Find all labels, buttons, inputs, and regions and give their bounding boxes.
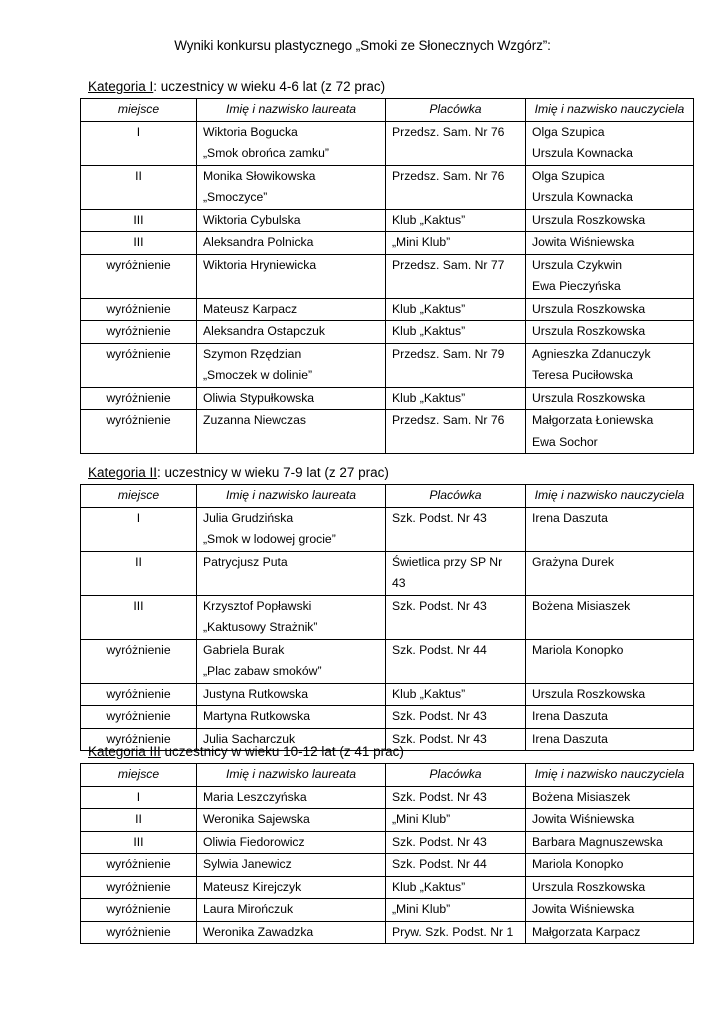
laureate-cell (197, 321, 386, 344)
category-heading (88, 744, 404, 759)
institution-cell: Klub „Kaktus” (386, 683, 526, 706)
laureate-name: Patrycjusz Puta (203, 554, 288, 569)
institution-cell: Przedsz. Sam. Nr 76 (386, 121, 526, 165)
table-header-row (81, 485, 694, 508)
laureate-cell (197, 387, 386, 410)
teacher-name: Olga Szupica (532, 168, 605, 183)
teacher-cell (526, 387, 694, 410)
teacher-cell (526, 343, 694, 387)
header-institution: Placówka (386, 99, 526, 122)
laureate-name: Weronika Zawadzka (203, 924, 314, 939)
table-row (81, 209, 694, 232)
laureate-name: Oliwia Fiedorowicz (203, 834, 305, 849)
teacher-cell (526, 232, 694, 255)
teacher-name: Małgorzata Łoniewska (532, 413, 654, 427)
table-header-row (81, 99, 694, 122)
teacher-name: Mariola Konopko (532, 642, 624, 657)
table-row (81, 876, 694, 899)
laureate-cell (197, 254, 386, 298)
teacher-cell (526, 728, 694, 751)
header-laureate: Imię i nazwisko laureata (197, 485, 386, 508)
table-row (81, 551, 694, 595)
table-row (81, 831, 694, 854)
laureate-cell (197, 595, 386, 639)
institution-cell: Szk. Podst. Nr 43 (386, 507, 526, 551)
laureate-cell (197, 854, 386, 877)
table-row (81, 854, 694, 877)
place-cell: III (81, 595, 197, 639)
table-header-row (81, 764, 694, 787)
laureate-name: Wiktoria Hryniewicka (203, 257, 317, 272)
teacher-name: Teresa Puciłowska (532, 368, 633, 382)
place-cell: II (81, 165, 197, 209)
laureate-cell (197, 639, 386, 683)
table-row (81, 387, 694, 410)
teacher-name: Jowita Wiśniewska (532, 902, 635, 916)
laureate-name: Wiktoria Bogucka (203, 124, 298, 139)
place-cell: wyróżnienie (81, 298, 197, 321)
teacher-cell (526, 854, 694, 877)
institution-cell: Pryw. Szk. Podst. Nr 1 (386, 921, 526, 944)
laureate-cell (197, 786, 386, 809)
laureate-name: Krzysztof Popławski (203, 598, 312, 613)
institution-cell: Klub „Kaktus” (386, 209, 526, 232)
place-cell: wyróżnienie (81, 410, 197, 454)
teacher-name: Jowita Wiśniewska (532, 235, 635, 249)
institution-cell: Szk. Podst. Nr 43 (386, 706, 526, 729)
institution-cell: Klub „Kaktus” (386, 321, 526, 344)
laureate-name: Mateusz Kirejczyk (203, 879, 302, 894)
teacher-name: Irena Daszuta (532, 731, 608, 746)
laureate-cell (197, 165, 386, 209)
institution-cell: Klub „Kaktus” (386, 876, 526, 899)
table-row (81, 683, 694, 706)
teacher-name: Urszula Roszkowska (532, 324, 646, 338)
teacher-name: Urszula Roszkowska (532, 212, 646, 227)
institution-cell: Szk. Podst. Nr 43 (386, 831, 526, 854)
place-cell: I (81, 786, 197, 809)
table-row (81, 921, 694, 944)
institution-cell: Szk. Podst. Nr 44 (386, 854, 526, 877)
place-cell: wyróżnienie (81, 254, 197, 298)
laureate-name: Maria Leszczyńska (203, 789, 307, 804)
laureate-cell (197, 410, 386, 454)
header-teacher: Imię i nazwisko nauczyciela (526, 99, 694, 122)
teacher-name: Małgorzata Karpacz (532, 924, 641, 939)
laureate-cell (197, 209, 386, 232)
institution-cell: Świetlica przy SP Nr 43 (386, 551, 526, 595)
place-cell: III (81, 831, 197, 854)
teacher-name: Grażyna Durek (532, 554, 614, 569)
place-cell: wyróżnienie (81, 921, 197, 944)
teacher-name: Urszula Roszkowska (532, 686, 646, 701)
table-row (81, 121, 694, 165)
laureate-name: Martyna Rutkowska (203, 709, 311, 723)
teacher-cell (526, 410, 694, 454)
laureate-name: Sylwia Janewicz (203, 857, 292, 871)
teacher-name: Urszula Roszkowska (532, 879, 646, 894)
laureate-name: Julia Sacharczuk (203, 731, 296, 746)
institution-cell: „Mini Klub” (386, 809, 526, 832)
category-description: : uczestnicy w wieku 4-6 lat (z 72 prac) (153, 79, 386, 94)
laureate-cell (197, 899, 386, 922)
teacher-name: Mariola Konopko (532, 857, 624, 871)
laureate-cell (197, 232, 386, 255)
teacher-name: Ewa Pieczyńska (532, 279, 621, 293)
table-row (81, 165, 694, 209)
institution-cell: Przedsz. Sam. Nr 76 (386, 410, 526, 454)
place-cell: wyróżnienie (81, 899, 197, 922)
institution-cell: „Mini Klub” (386, 232, 526, 255)
teacher-cell (526, 254, 694, 298)
institution-cell: Szk. Podst. Nr 43 (386, 786, 526, 809)
teacher-cell (526, 639, 694, 683)
institution-cell: Przedsz. Sam. Nr 76 (386, 165, 526, 209)
teacher-name: Urszula Roszkowska (532, 301, 646, 316)
teacher-cell (526, 899, 694, 922)
header-place: miejsce (81, 99, 197, 122)
laureate-name: Gabriela Burak (203, 642, 285, 657)
institution-cell: Przedsz. Sam. Nr 79 (386, 343, 526, 387)
table-row (81, 595, 694, 639)
header-institution: Placówka (386, 764, 526, 787)
table-row (81, 298, 694, 321)
table-row (81, 639, 694, 683)
header-teacher: Imię i nazwisko nauczyciela (526, 485, 694, 508)
teacher-name: Urszula Czykwin (532, 257, 623, 272)
institution-cell: Szk. Podst. Nr 44 (386, 639, 526, 683)
header-place: miejsce (81, 764, 197, 787)
laureate-cell (197, 551, 386, 595)
category-name: Kategoria III (88, 744, 161, 759)
place-cell: I (81, 507, 197, 551)
institution-cell: Klub „Kaktus” (386, 387, 526, 410)
institution-cell: Szk. Podst. Nr 43 (386, 595, 526, 639)
laureate-cell (197, 876, 386, 899)
teacher-name: Irena Daszuta (532, 709, 608, 723)
teacher-name: Agnieszka Zdanuczyk (532, 346, 651, 361)
teacher-name: Jowita Wiśniewska (532, 812, 635, 826)
laureate-name: Weronika Sajewska (203, 812, 310, 826)
teacher-cell (526, 551, 694, 595)
place-cell: II (81, 809, 197, 832)
laureate-cell (197, 706, 386, 729)
teacher-cell (526, 706, 694, 729)
category-description: uczestnicy w wieku 10-12 lat (z 41 prac) (160, 744, 404, 759)
category-heading (88, 79, 385, 94)
table-row (81, 809, 694, 832)
laureate-cell (197, 809, 386, 832)
teacher-cell (526, 507, 694, 551)
laureate-name: Justyna Rutkowska (203, 686, 308, 701)
category-heading (88, 465, 389, 480)
place-cell: wyróżnienie (81, 321, 197, 344)
table-row (81, 343, 694, 387)
place-cell: wyróżnienie (81, 854, 197, 877)
laureate-cell (197, 683, 386, 706)
teacher-name: Ewa Sochor (532, 434, 598, 449)
artwork-title: „Smok obrońca zamku” (203, 146, 329, 160)
table-row (81, 786, 694, 809)
teacher-cell (526, 683, 694, 706)
teacher-cell (526, 298, 694, 321)
table-row (81, 410, 694, 454)
laureate-name: Zuzanna Niewczas (203, 413, 306, 427)
place-cell: II (81, 551, 197, 595)
teacher-name: Olga Szupica (532, 124, 605, 139)
category-description: : uczestnicy w wieku 7-9 lat (z 27 prac) (157, 465, 389, 480)
artwork-title: „Kaktusowy Strażnik” (203, 620, 318, 634)
institution-cell: Szk. Podst. Nr 43 (386, 728, 526, 751)
table-row (81, 507, 694, 551)
teacher-name: Bożena Misiaszek (532, 598, 631, 613)
laureate-name: Julia Grudzińska (203, 510, 294, 525)
teacher-cell (526, 595, 694, 639)
table-row (81, 706, 694, 729)
laureate-name: Aleksandra Polnicka (203, 235, 314, 249)
teacher-cell (526, 809, 694, 832)
table-row (81, 899, 694, 922)
laureate-cell (197, 298, 386, 321)
teacher-cell (526, 876, 694, 899)
laureate-cell (197, 121, 386, 165)
teacher-cell (526, 831, 694, 854)
page-title: Wyniki konkursu plastycznego „Smoki ze Słonecznych Wzgórz”: (174, 38, 551, 53)
place-cell: wyróżnienie (81, 683, 197, 706)
table-row (81, 232, 694, 255)
place-cell: I (81, 121, 197, 165)
artwork-title: „Smoczek w dolinie” (203, 368, 313, 382)
teacher-cell (526, 321, 694, 344)
laureate-cell (197, 507, 386, 551)
institution-cell: „Mini Klub” (386, 899, 526, 922)
laureate-name: Szymon Rzędzian (203, 346, 302, 361)
results-table (80, 98, 694, 454)
table-row (81, 254, 694, 298)
artwork-title: „Smok w lodowej grocie” (203, 532, 336, 546)
teacher-name: Irena Daszuta (532, 510, 608, 525)
header-teacher: Imię i nazwisko nauczyciela (526, 764, 694, 787)
table-row (81, 321, 694, 344)
place-cell: III (81, 232, 197, 255)
teacher-cell (526, 165, 694, 209)
laureate-name: Oliwia Stypułkowska (203, 390, 315, 405)
laureate-name: Laura Mirończuk (203, 902, 294, 916)
teacher-cell (526, 921, 694, 944)
laureate-name: Wiktoria Cybulska (203, 212, 301, 227)
artwork-title: „Plac zabaw smoków” (203, 664, 322, 678)
place-cell: wyróżnienie (81, 343, 197, 387)
laureate-cell (197, 921, 386, 944)
laureate-name: Aleksandra Ostapczuk (203, 324, 325, 338)
teacher-name: Urszula Kownacka (532, 146, 633, 160)
place-cell: wyróżnienie (81, 706, 197, 729)
header-laureate: Imię i nazwisko laureata (197, 764, 386, 787)
teacher-name: Barbara Magnuszewska (532, 834, 663, 849)
place-cell: III (81, 209, 197, 232)
place-cell: wyróżnienie (81, 639, 197, 683)
header-place: miejsce (81, 485, 197, 508)
results-table (80, 763, 694, 944)
teacher-cell (526, 209, 694, 232)
laureate-name: Mateusz Karpacz (203, 301, 298, 316)
header-institution: Placówka (386, 485, 526, 508)
laureate-name: Monika Słowikowska (203, 168, 316, 183)
teacher-name: Urszula Roszkowska (532, 390, 646, 405)
laureate-cell (197, 831, 386, 854)
institution-cell: Przedsz. Sam. Nr 77 (386, 254, 526, 298)
header-laureate: Imię i nazwisko laureata (197, 99, 386, 122)
teacher-name: Urszula Kownacka (532, 190, 633, 204)
institution-cell: Klub „Kaktus” (386, 298, 526, 321)
place-cell: wyróżnienie (81, 728, 197, 751)
artwork-title: „Smoczyce” (203, 190, 268, 204)
laureate-cell (197, 343, 386, 387)
place-cell: wyróżnienie (81, 387, 197, 410)
teacher-cell (526, 786, 694, 809)
teacher-name: Bożena Misiaszek (532, 789, 631, 804)
category-name: Kategoria I (88, 79, 154, 94)
category-name: Kategoria II (88, 465, 158, 480)
teacher-cell (526, 121, 694, 165)
results-table (80, 484, 694, 751)
place-cell: wyróżnienie (81, 876, 197, 899)
